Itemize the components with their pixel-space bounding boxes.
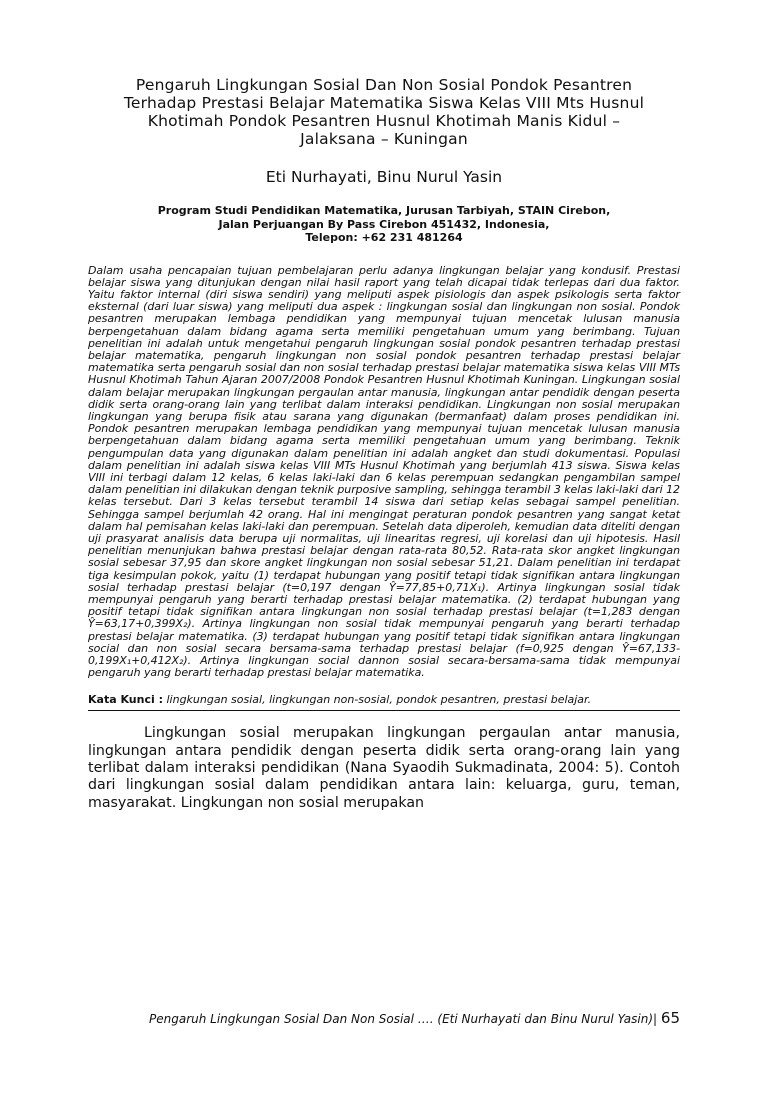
body-paragraph: Lingkungan sosial merupakan lingkungan pergaulan antar manusia, lingkungan antara pendidik dengan peserta didik serta orang-orang lain yang terlibat dalam interaksi pendidikan (Nana Syaodih Sukmadinata, 2004: 5). Contoh dari lingkungan sosial dalam pendidikan antara lain: keluarga, guru, teman, masyarakat. Lingkungan non sosial merupakan — [88, 725, 680, 811]
keywords-text: lingkungan sosial, lingkungan non-sosial, pondok pesantren, prestasi belajar. — [162, 693, 592, 707]
title-line: Terhadap Prestasi Belajar Matematika Siswa Kelas VIII Mts Husnul — [123, 94, 645, 112]
footer-separator: | — [653, 1012, 658, 1026]
title-line: Pengaruh Lingkungan Sosial Dan Non Sosial Pondok Pesantren — [135, 76, 633, 94]
keywords-label: Kata Kunci : — [88, 693, 163, 707]
page-number: 65 — [660, 1009, 680, 1027]
title-line: Jalaksana – Kuningan — [300, 130, 468, 148]
page-footer — [88, 1010, 680, 1027]
abstract-text: Dalam usaha pencapaian tujuan pembelajaran perlu adanya lingkungan belajar yang kondusif. Prestasi belajar siswa yang ditunjukan dengan nilai hasil raport yang telah dicapai tidak terlepas dari dua faktor. Yaitu faktor internal (diri siswa sendiri) yang meliputi aspek pisiologis dan aspek psikologis serta faktor eksternal (dari luar siswa) yang meliputi dua aspek : lingkungan sosial dan lingkungan non sosial. Pondok pesantren merupakan lembaga pendidikan yang mempunyai tujuan mencetak lulusan manusia berpengetahuan dalam bidang agama serta memiliki pengetahuan umum yang berimbang. Tujuan penelitian ini adalah untuk mengetahui pengaruh lingkungan sosial pondok pesantren terhadap prestasi belajar matematika, pengaruh lingkungan non sosial pondok pesantren terhadap prestasi belajar matematika serta pengaruh sosial dan non sosial terhadap prestasi belajar matematika siswa kelas VIII MTs Husnul Khotimah Tahun Ajaran 2007/2008 Pondok Pesantren Husnul Khotimah Kuningan. Lingkungan sosial dalam belajar merupakan lingkungan pergaulan antar manusia, lingkungan antar pendidik dengan peserta didik serta orang-orang lain yang terlibat dalam interaksi pendidikan. Lingkungan non sosial merupakan lingkungan yang berupa fisik atau sarana yang digunakan (bermanfaat) dalam proses pendidikan ini. Pondok pesantren merupakan lembaga pendidikan yang mempunyai tujuan mencetak lulusan manusia berpengetahuan dalam bidang agama serta memiliki pengetahuan umum yang berimbang. Teknik pengumpulan data yang digunakan dalam penelitian ini adalah angket dan studi dokumentasi. Populasi dalam penelitian ini adalah siswa kelas VIII MTs Husnul Khotimah yang berjumlah 413 siswa. Siswa kelas VIII ini terbagi dalam 12 kelas, 6 kelas laki-laki dan 6 kelas perempuan sedangkan pengambilan sampel dalam penelitian ini dilakukan dengan teknik purposive sampling, sehingga terambil 3 kelas laki-laki dari 12 kelas tersebut. Dari 3 kelas tersebut terambil 14 siswa dari setiap kelas sebagai sampel penelitian. Sehingga sampel berjumlah 42 orang. Hal ini mengingat peraturan pondok pesantren yang sangat ketat dalam hal pemisahan kelas laki-laki dan perempuan. Setelah data diperoleh, kemudian data diteliti dengan uji prasyarat analisis data berupa uji normalitas, uji linearitas regresi, uji korelasi dan uji hipotesis. Hasil penelitian menunjukan bahwa prestasi belajar dengan rata-rata 80,52. Rata-rata skor angket lingkungan sosial sebesar 37,95 dan skore angket lingkungan non sosial sebesar 51,21. Dalam penelitian ini terdapat tiga kesimpulan pokok, yaitu (1) terdapat hubungan yang positif tetapi tidak signifikan antara lingkungan sosial terhadap prestasi belajar (t=0,197 dengan Ŷ=77,85+0,71X₁). Artinya lingkungan sosial tidak mempunyai pengaruh yang berarti terhadap prestasi belajar matematika. (2) terdapat hubungan yang positif tetapi tidak signifikan antara lingkungan non sosial terhadap prestasi belajar (t=1,283 dengan Ŷ=63,17+0,399X₂). Artinya lingkungan non sosial tidak mempunyai pengaruh yang berarti terhadap prestasi belajar matematika. (3) terdapat hubungan yang positif tetapi tidak signifikan antara lingkungan social dan non sosial secara bersama-sama terhadap prestasi belajar (f=0,925 dengan Ŷ=67,133-0,199X₁+0,412X₂). Artinya lingkungan social dannon sosial secara-bersama-sama tidak mempunyai pengaruh yang berarti terhadap prestasi belajar matematika. — [88, 263, 680, 680]
keywords-section — [88, 693, 680, 711]
running-title: Pengaruh Lingkungan Sosial Dan Non Sosial …. (Eti Nurhayati dan Binu Nurul Yasin) — [149, 1012, 654, 1026]
paper-title — [88, 76, 680, 148]
author-affiliation — [88, 204, 680, 245]
affiliation-line: Jalan Perjuangan By Pass Cirebon 451432, Indonesia, — [218, 217, 550, 231]
affiliation-line: Program Studi Pendidikan Matematika, Jurusan Tarbiyah, STAIN Cirebon, — [157, 204, 611, 217]
paper-page — [0, 76, 768, 1100]
title-line: Khotimah Pondok Pesantren Husnul Khotimah Manis Kidul – — [147, 112, 621, 130]
paper-authors: Eti Nurhayati, Binu Nurul Yasin — [265, 168, 503, 186]
affiliation-line: Telepon: +62 231 481264 — [305, 231, 463, 244]
